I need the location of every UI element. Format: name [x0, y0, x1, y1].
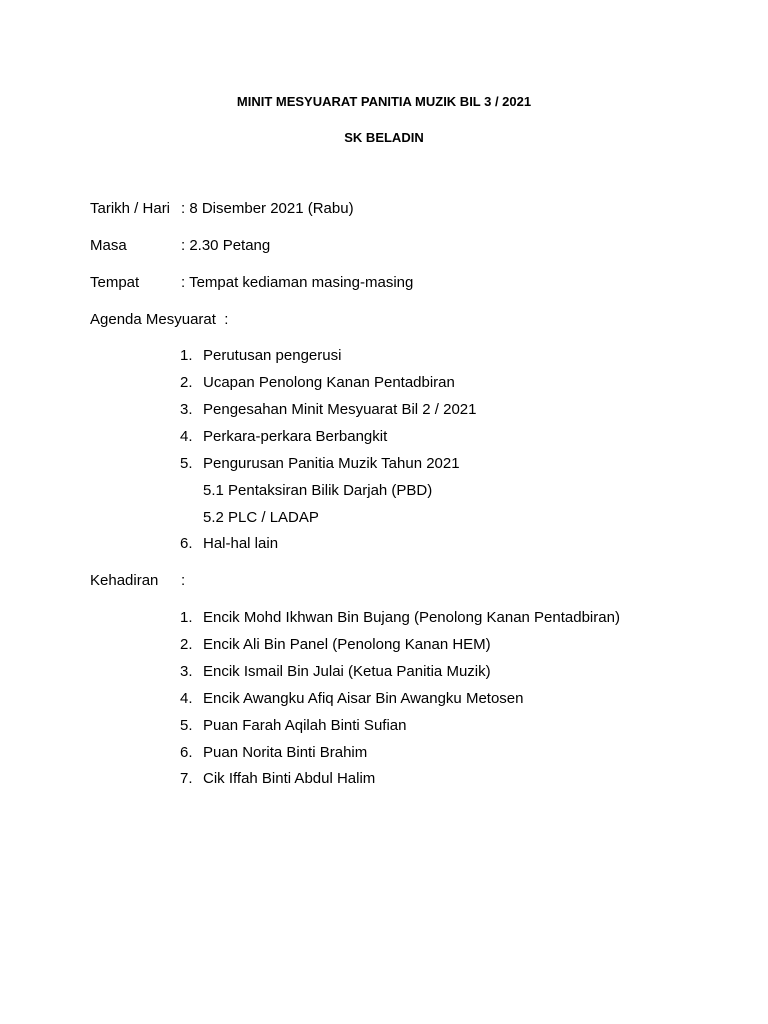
list-text: Pengurusan Panitia Muzik Tahun 2021 [203, 455, 460, 472]
list-text: Puan Farah Aqilah Binti Sufian [203, 717, 407, 734]
list-number: 3. [180, 401, 193, 418]
agenda-subitem: 5.1 Pentaksiran Bilik Darjah (PBD) [203, 482, 433, 499]
field-value: : 2.30 Petang [181, 237, 271, 254]
list-text: Encik Awangku Afiq Aisar Bin Awangku Metosen [203, 690, 524, 707]
list-number: 5. [180, 455, 193, 472]
field-label: Tempat [90, 274, 140, 291]
list-text: Ucapan Penolong Kanan Pentadbiran [203, 374, 455, 391]
field-label: Tarikh / Hari [90, 200, 171, 217]
field-label: Masa [90, 237, 127, 254]
list-number: 2. [180, 636, 193, 653]
field-label: Kehadiran [90, 572, 159, 589]
list-number: 1. [180, 609, 193, 626]
list-text: Perutusan pengerusi [203, 347, 342, 364]
list-text: Encik Mohd Ikhwan Bin Bujang (Penolong Kanan Pentadbiran) [203, 609, 620, 626]
field-value: : Tempat kediaman masing-masing [181, 274, 414, 291]
list-text: Cik Iffah Binti Abdul Halim [203, 770, 376, 787]
list-number: 5. [180, 717, 193, 734]
list-number: 6. [180, 535, 193, 552]
list-number: 4. [180, 428, 193, 445]
list-text: Encik Ismail Bin Julai (Ketua Panitia Muzik) [203, 663, 491, 680]
list-text: Puan Norita Binti Brahim [203, 744, 368, 761]
school-name: SK BELADIN [344, 130, 424, 145]
list-text: Perkara-perkara Berbangkit [203, 428, 388, 445]
list-text: Pengesahan Minit Mesyuarat Bil 2 / 2021 [203, 401, 477, 418]
list-text: Encik Ali Bin Panel (Penolong Kanan HEM) [203, 636, 491, 653]
list-number: 7. [180, 770, 193, 787]
list-number: 2. [180, 374, 193, 391]
document-title: MINIT MESYUARAT PANITIA MUZIK BIL 3 / 2021 [236, 94, 532, 109]
field-label: Agenda Mesyuarat : [90, 311, 229, 328]
list-number: 4. [180, 690, 193, 707]
list-number: 3. [180, 663, 193, 680]
list-number: 1. [180, 347, 193, 364]
field-value: : 8 Disember 2021 (Rabu) [181, 200, 354, 217]
agenda-subitem: 5.2 PLC / LADAP [203, 509, 319, 526]
list-text: Hal-hal lain [203, 535, 279, 552]
field-value: : [181, 572, 186, 589]
list-number: 6. [180, 744, 193, 761]
